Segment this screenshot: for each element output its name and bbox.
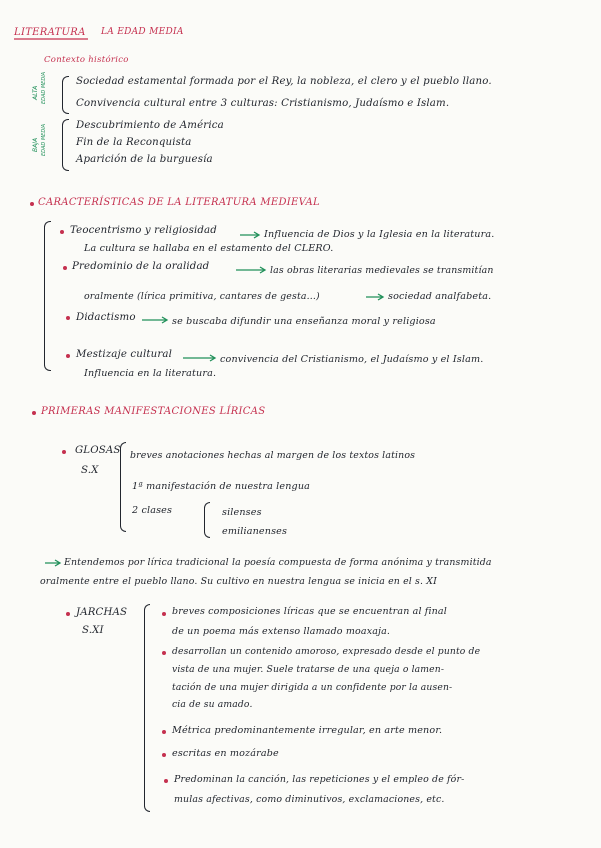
alta-label: ALTA	[32, 85, 39, 100]
baja-bracket	[62, 119, 69, 171]
glosas-bracket	[120, 442, 126, 532]
alta-line-1: Sociedad estamental formada por el Rey, la nobleza, el clero y el pueblo llano.	[76, 76, 492, 87]
alta-bracket	[62, 76, 69, 114]
item-bullet	[162, 730, 166, 734]
jarchas-century: S.XI	[82, 625, 104, 636]
didactismo-text-1: se buscaba difundir una enseñanza moral y religiosa	[172, 316, 436, 327]
jarchas-bracket	[144, 604, 150, 812]
baja-line-1: Descubrimiento de América	[76, 120, 224, 131]
caracteristicas-heading: CARACTERÍSTICAS DE LA LITERATURA MEDIEVAL	[38, 197, 320, 208]
jarchas-item-1-line-1: breves composiciones líricas que se encuentran al final	[172, 606, 447, 617]
item-bullet	[66, 316, 70, 320]
teocentrismo-text-1: Influencia de Dios y la Iglesia en la literatura.	[264, 229, 495, 240]
item-bullet	[63, 266, 67, 270]
mestizaje-text-1: convivencia del Cristianismo, el Judaísmo y el Islam.	[220, 354, 484, 365]
item-bullet	[66, 354, 70, 358]
jarchas-item-2-line-3: tación de una mujer dirigida a un confidente por la ausen-	[172, 682, 453, 693]
alta-line-2: Convivencia cultural entre 3 culturas: Cristianismo, Judaísmo e Islam.	[76, 98, 450, 109]
glosas-item-1: breves anotaciones hechas al margen de los textos latinos	[130, 450, 416, 461]
mestizaje-term: Mestizaje cultural	[76, 349, 172, 360]
oralidad-text-2: oralmente (lírica primitiva, cantares de gesta...)	[84, 291, 320, 302]
clases-bracket	[204, 502, 210, 538]
jarchas-item-5-line-1: Predominan la canción, las repeticiones y el empleo de fór-	[174, 774, 465, 785]
section-bullet	[30, 202, 34, 206]
glosas-item-3: 2 clases	[132, 505, 173, 516]
oralidad-text-3: sociedad analfabeta.	[388, 291, 492, 302]
clase-emilianenses: emilianenses	[222, 526, 288, 537]
section-bullet	[32, 411, 36, 415]
jarchas-item-4: escritas en mozárabe	[172, 748, 279, 759]
manifestaciones-heading: PRIMERAS MANIFESTACIONES LÍRICAS	[41, 406, 266, 417]
glosas-title: GLOSAS	[75, 445, 121, 456]
jarchas-item-2-line-1: desarrollan un contenido amoroso, expresado desde el punto de	[172, 646, 481, 657]
jarchas-item-2-line-2: vista de una mujer. Suele tratarse de una queja o lamen-	[172, 664, 445, 675]
page-subtitle: LA EDAD MEDIA	[101, 27, 184, 37]
caracteristicas-bracket	[44, 221, 51, 371]
jarchas-title: JARCHAS	[76, 607, 128, 618]
glosas-century: S.X	[81, 465, 99, 476]
page-title: LITERATURA	[14, 27, 86, 38]
item-bullet	[162, 753, 166, 757]
baja-label: BAJA	[32, 137, 39, 152]
item-bullet	[60, 230, 64, 234]
item-bullet	[66, 612, 70, 616]
mestizaje-text-2: Influencia en la literatura.	[84, 368, 217, 379]
item-bullet	[164, 779, 168, 783]
baja-line-3: Aparición de la burguesía	[76, 154, 213, 165]
didactismo-term: Didactismo	[76, 312, 136, 323]
intro-line-2: oralmente entre el pueblo llano. Su cultivo en nuestra lengua se inicia en el s. XI	[40, 576, 437, 587]
intro-line-1: Entendemos por lírica tradicional la poesía compuesta de forma anónima y transmitida	[64, 557, 492, 568]
oralidad-text-1: las obras literarias medievales se transmitían	[270, 265, 494, 276]
glosas-item-2: 1ª manifestación de nuestra lengua	[132, 481, 311, 492]
contexto-heading: Contexto histórico	[44, 55, 129, 65]
item-bullet	[162, 612, 166, 616]
oralidad-term: Predominio de la oralidad	[72, 261, 210, 272]
clase-silenses: silenses	[222, 507, 262, 518]
alta-sub-label: EDAD MEDIA	[41, 71, 47, 104]
teocentrismo-text-2: La cultura se hallaba en el estamento del CLERO.	[84, 243, 334, 254]
baja-line-2: Fin de la Reconquista	[76, 137, 192, 148]
jarchas-item-1-line-2: de un poema más extenso llamado moaxaja.	[172, 626, 391, 637]
teocentrismo-term: Teocentrismo y religiosidad	[70, 225, 217, 236]
jarchas-item-3: Métrica predominantemente irregular, en arte menor.	[172, 725, 443, 736]
item-bullet	[162, 651, 166, 655]
jarchas-item-5-line-2: mulas afectivas, como diminutivos, exclamaciones, etc.	[174, 794, 445, 805]
jarchas-item-2-line-4: cia de su amado.	[172, 699, 253, 710]
item-bullet	[62, 450, 66, 454]
baja-sub-label: EDAD MEDIA	[41, 123, 47, 156]
